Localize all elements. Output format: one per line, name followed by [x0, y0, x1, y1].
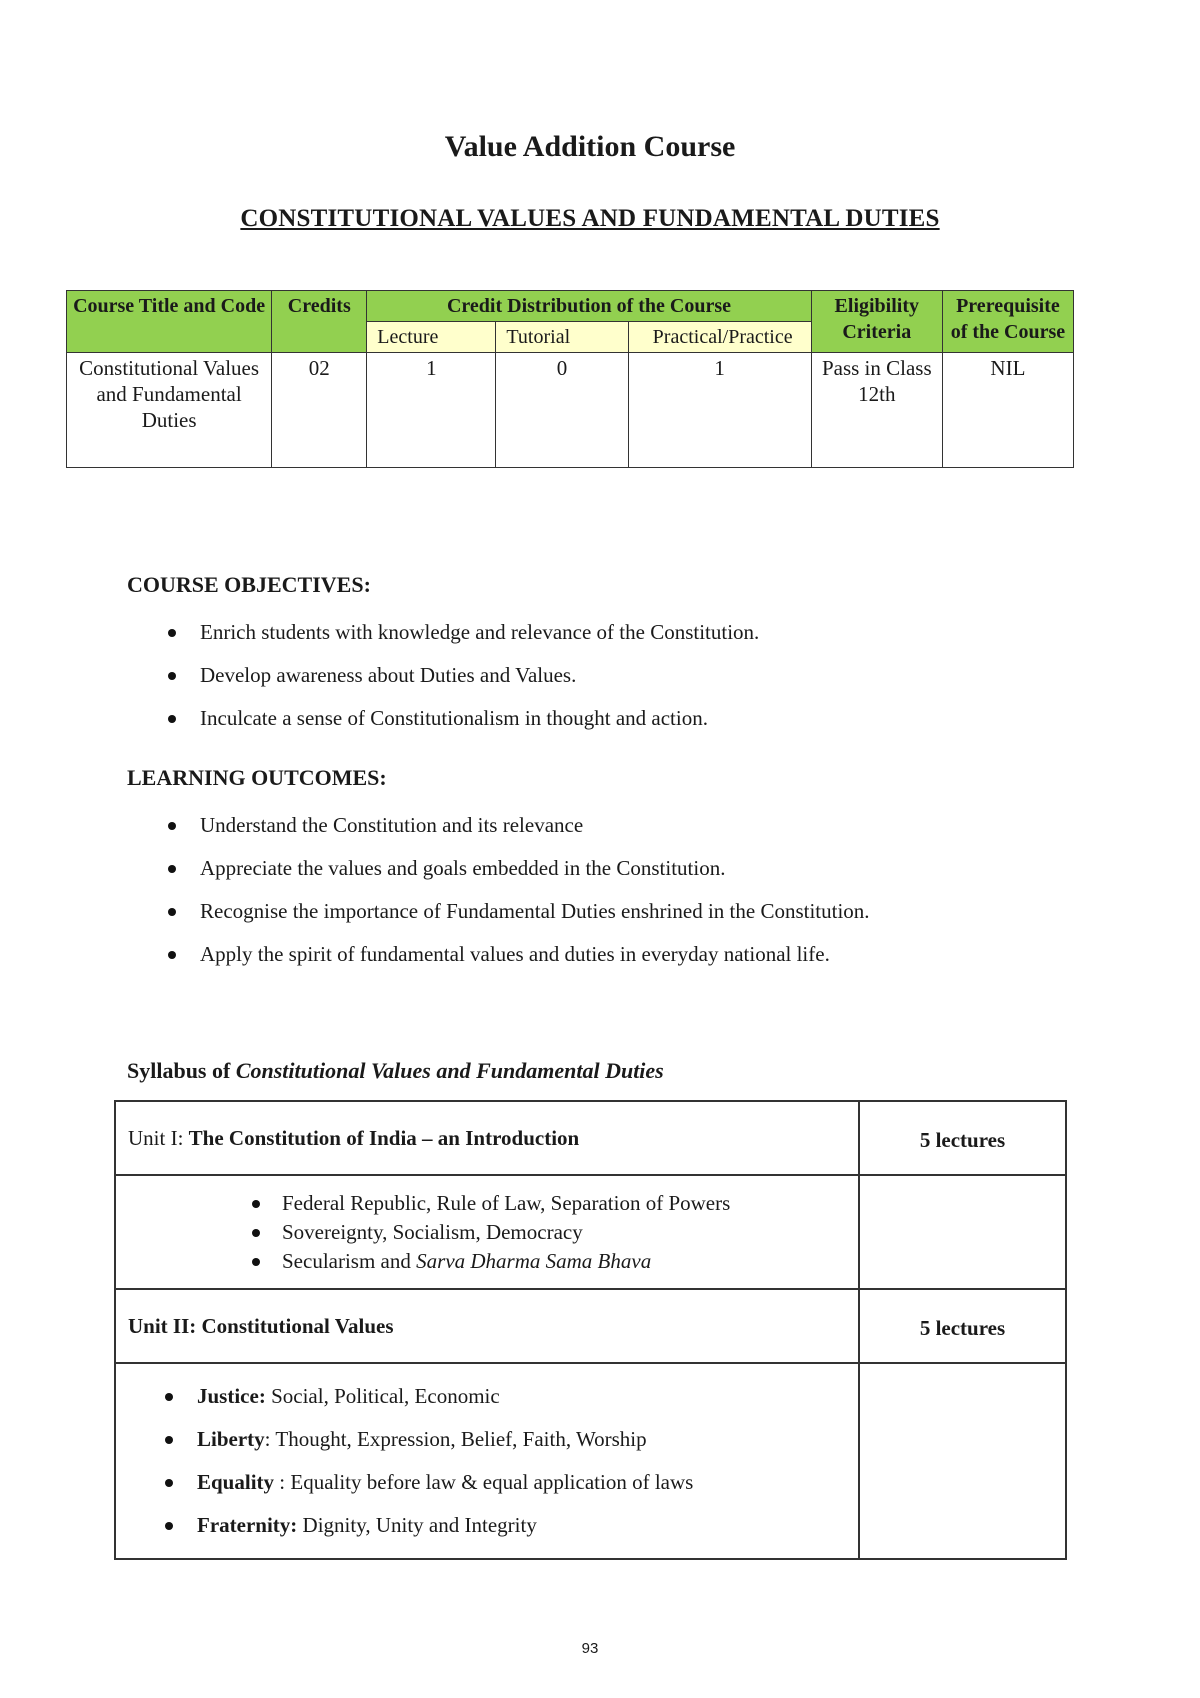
header-credits: Credits [272, 291, 367, 353]
unit-label: Unit II: [128, 1313, 202, 1338]
bullet-icon [165, 1436, 173, 1444]
bullet-icon [168, 865, 176, 873]
outcome-text: Understand the Constitution and its relevance [200, 813, 584, 837]
cell-tutorial: 0 [496, 353, 628, 468]
outcome-text: Recognise the importance of Fundamental Duties enshrined in the Constitution. [200, 899, 870, 923]
list-item [160, 939, 870, 982]
bullet-icon [168, 951, 176, 959]
objective-text: Enrich students with knowledge and relevance of the Constitution. [200, 620, 760, 644]
outcomes-list [160, 810, 870, 982]
objectives-heading: COURSE OBJECTIVES: [127, 572, 371, 597]
cell-eligibility: Pass in Class 12th [811, 353, 942, 468]
outcome-text: Apply the spirit of fundamental values and duties in everyday national life. [200, 942, 830, 966]
list-item [160, 660, 759, 703]
cell-lecture: 1 [367, 353, 496, 468]
topic-text: Social, Political, Economic [265, 1384, 500, 1408]
topic-text: : Thought, Expression, Belief, Faith, Worship [264, 1427, 647, 1451]
header-course-title: Course Title and Code [67, 291, 272, 353]
unit-name: The Constitution of India – an Introduction [188, 1125, 580, 1150]
topic-text: Federal Republic, Rule of Law, Separation of Powers [282, 1190, 731, 1215]
topic-term: Equality [197, 1470, 275, 1494]
topic-italic-text: Sarva Dharma Sama Bhava [416, 1248, 652, 1273]
unit-label: Unit I: [128, 1125, 189, 1150]
unit-1-topics [115, 1175, 859, 1289]
topic-text: Sovereignty, Socialism, Democracy [282, 1219, 583, 1244]
bullet-icon [165, 1522, 173, 1530]
bullet-icon [168, 822, 176, 830]
objective-text: Develop awareness about Duties and Values. [200, 663, 577, 687]
objectives-list [160, 617, 759, 746]
unit-name: Constitutional Values [201, 1313, 394, 1338]
unit-2-topics [115, 1363, 859, 1559]
unit-2-lectures: 5 lectures [859, 1289, 1066, 1363]
unit-1-lectures-empty [859, 1175, 1066, 1289]
bullet-icon [252, 1200, 260, 1208]
bullet-icon [165, 1393, 173, 1401]
list-item [160, 853, 870, 896]
list-item [242, 1247, 857, 1276]
topic-text: Dignity, Unity and Integrity [297, 1513, 537, 1537]
outcome-text: Appreciate the values and goals embedded in the Constitution. [200, 856, 726, 880]
unit-1-lectures: 5 lectures [859, 1101, 1066, 1175]
syllabus-title-prefix: Syllabus of [127, 1058, 236, 1083]
list-item [242, 1218, 857, 1247]
page-title: Value Addition Course [444, 130, 736, 163]
bullet-icon [168, 672, 176, 680]
list-item [157, 1375, 857, 1418]
cell-course-title: Constitutional Values and Fundamental Duties [67, 353, 272, 468]
topic-term: Fraternity: [197, 1513, 298, 1537]
list-item [242, 1189, 857, 1218]
syllabus-title-course: Constitutional Values and Fundamental Duties [235, 1058, 664, 1083]
bullet-icon [168, 629, 176, 637]
header-tutorial: Tutorial [496, 322, 628, 353]
bullet-icon [168, 715, 176, 723]
topic-text: Secularism and [282, 1248, 417, 1273]
unit-2-header [115, 1289, 859, 1363]
list-item [157, 1418, 857, 1461]
unit-1-header [115, 1101, 859, 1175]
list-item [157, 1461, 857, 1504]
cell-practical: 1 [628, 353, 811, 468]
topic-text: : Equality before law & equal application of laws [274, 1470, 694, 1494]
bullet-icon [252, 1258, 260, 1266]
list-item [160, 896, 870, 939]
header-credit-distribution: Credit Distribution of the Course [367, 291, 811, 322]
cell-prerequisite: NIL [942, 353, 1073, 468]
header-prerequisite: Prerequisite of the Course [942, 291, 1073, 353]
unit-2-lectures-empty [859, 1363, 1066, 1559]
list-item [160, 810, 870, 853]
objective-text: Inculcate a sense of Constitutionalism in thought and action. [200, 706, 708, 730]
topic-term: Justice: [197, 1384, 266, 1408]
syllabus-title [127, 1058, 664, 1084]
page-number: 93 [581, 1640, 599, 1657]
header-eligibility: Eligibility Criteria [811, 291, 942, 353]
list-item [157, 1504, 857, 1547]
cell-credits: 02 [272, 353, 367, 468]
list-item [160, 617, 759, 660]
header-practical: Practical/Practice [628, 322, 811, 353]
bullet-icon [168, 908, 176, 916]
outcomes-heading: LEARNING OUTCOMES: [127, 765, 387, 790]
list-item [160, 703, 759, 746]
syllabus-table [114, 1100, 1067, 1560]
topic-term: Liberty [197, 1427, 265, 1451]
bullet-icon [252, 1229, 260, 1237]
course-name-heading: CONSTITUTIONAL VALUES AND FUNDAMENTAL DUTIES [240, 205, 940, 232]
header-lecture: Lecture [367, 322, 496, 353]
bullet-icon [165, 1479, 173, 1487]
course-info-table [66, 290, 1074, 468]
